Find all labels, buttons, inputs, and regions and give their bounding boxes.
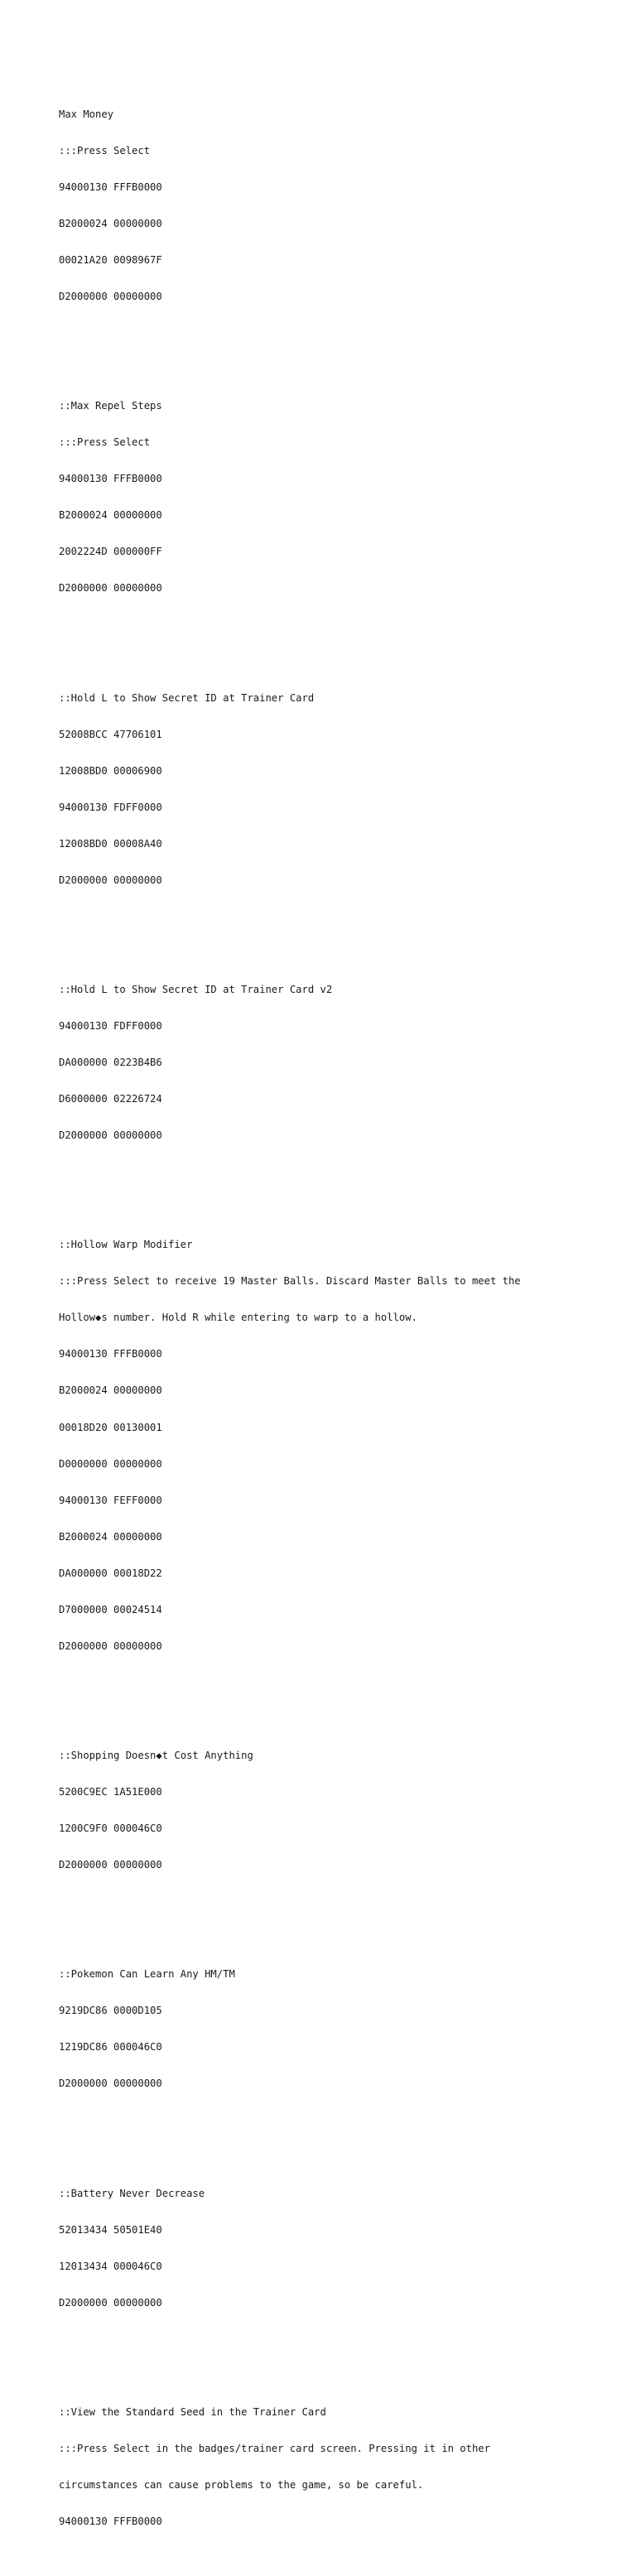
code-line: 9219DC86 0000D105 [59,2005,162,2017]
section-title: ::Hollow Warp Modifier [59,1239,193,1251]
code-line: B2000024 00000000 [59,1530,162,1543]
cheat-section-standard-seed [59,2381,605,2552]
cheat-section-hm-tm [59,1944,605,2115]
code-line: 52013434 50501E40 [59,2223,162,2236]
section-title: ::Shopping Doesn◆t Cost Anything [59,1749,253,1761]
code-line: B2000024 00000000 [59,509,162,522]
code-line: DA000000 00018D22 [59,1567,162,1579]
instruction-line: :::Press Select to receive 19 Master Balls. Discard Master Balls to meet the [59,1275,521,1288]
cheat-section-secret-id [59,667,605,911]
section-title: ::Battery Never Decrease [59,2187,205,2199]
code-line: D7000000 00024514 [59,1603,162,1615]
cheat-section-hollow-warp [59,1215,605,1677]
code-line: 1219DC86 000046C0 [59,2041,162,2054]
section-title: ::Hold L to Show Secret ID at Trainer Card [59,691,315,704]
code-line: D2000000 00000000 [59,2296,162,2309]
code-line: 12008BD0 00008A40 [59,837,162,850]
code-line: D2000000 00000000 [59,2078,162,2090]
code-line: D2000000 00000000 [59,1859,162,1871]
code-line: 94000130 FFFB0000 [59,2515,162,2527]
cheat-section-battery [59,2163,605,2333]
instruction-line: Hollow◆s number. Hold R while entering to warp to a hollow. [59,1312,417,1324]
code-line: 94000130 FDFF0000 [59,801,162,813]
instruction-line: :::Press Select in the badges/trainer card screen. Pressing it in other [59,2442,490,2454]
code-line: 94000130 FFFB0000 [59,473,162,485]
section-title: ::Hold L to Show Secret ID at Trainer Card v2 [59,983,333,995]
code-line: B2000024 00000000 [59,217,162,229]
code-line: 5200C9EC 1A51E000 [59,1785,162,1798]
code-line: 94000130 FFFB0000 [59,1348,162,1360]
code-line: D6000000 02226724 [59,1093,162,1105]
code-line: D2000000 00000000 [59,874,162,886]
code-line: 94000130 FDFF0000 [59,1019,162,1032]
code-line: 1200C9F0 000046C0 [59,1822,162,1835]
section-title: ::Max Repel Steps [59,400,162,412]
cheat-section-max-repel-steps [59,376,605,619]
code-line: D2000000 00000000 [59,582,162,595]
code-line: 12013434 000046C0 [59,2260,162,2272]
code-line: 12008BD0 00006900 [59,764,162,777]
cheat-section-max-money [59,84,605,327]
instruction-line: :::Press Select [59,144,151,156]
code-line: 94000130 FFFB0000 [59,181,162,193]
section-title: ::Pokemon Can Learn Any HM/TM [59,1968,235,1981]
code-line: B2000024 00000000 [59,1384,162,1397]
instruction-line: circumstances can cause problems to the game, so be careful. [59,2478,424,2491]
cheat-section-shopping [59,1726,605,1896]
instruction-line: :::Press Select [59,436,151,449]
code-line: D2000000 00000000 [59,1639,162,1652]
code-line: 00018D20 00130001 [59,1421,162,1433]
code-line: DA000000 0223B4B6 [59,1057,162,1069]
code-line: D2000000 00000000 [59,1129,162,1142]
section-title: Max Money [59,108,114,120]
code-line: 2002224D 000000FF [59,546,162,558]
document-text [59,60,605,2576]
code-line: D2000000 00000000 [59,290,162,302]
code-line: D0000000 00000000 [59,1457,162,1470]
code-line: 00021A20 0098967F [59,253,162,266]
code-line: 94000130 FEFF0000 [59,1494,162,1506]
code-line: 52008BCC 47706101 [59,728,162,740]
cheat-section-secret-id-v2 [59,960,605,1167]
section-title: ::View the Standard Seed in the Trainer Card [59,2405,326,2418]
